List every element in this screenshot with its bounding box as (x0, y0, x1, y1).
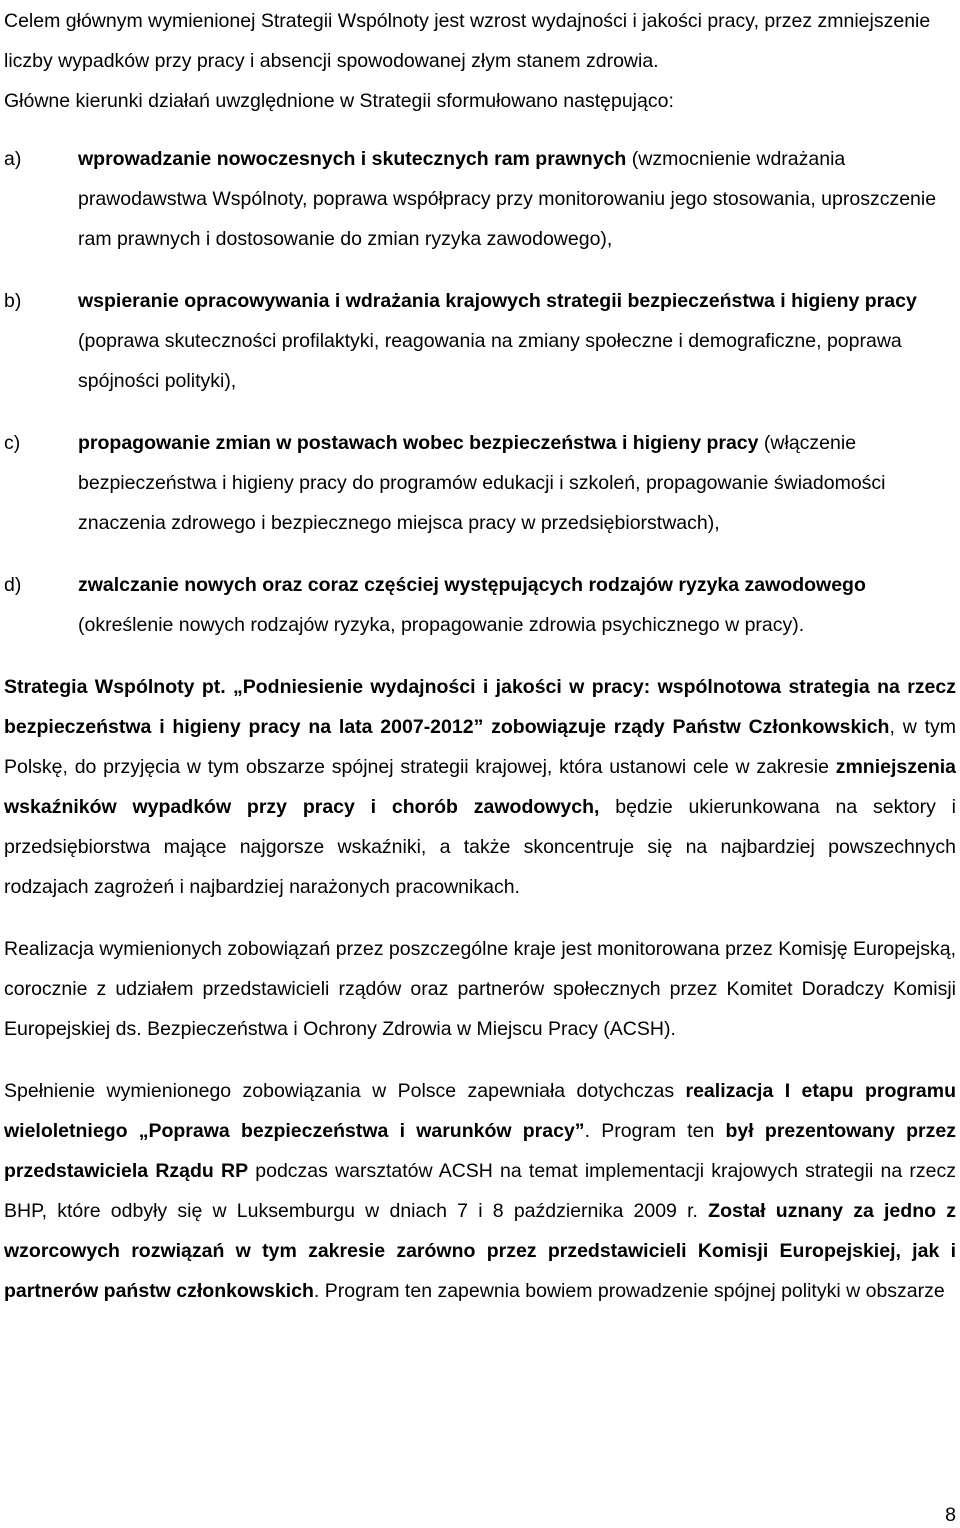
implementation-text-1: Spełnienie wymienionego zobowiązania w Polsce zapewniała dotychczas (4, 1080, 686, 1102)
list-item (4, 423, 956, 543)
list-item-bold: wprowadzanie nowoczesnych i skutecznych ram prawnych (78, 148, 627, 170)
list-item-text (78, 423, 956, 543)
list-marker: b) (4, 290, 22, 312)
list-marker: a) (4, 148, 22, 170)
list-item (4, 139, 956, 259)
list-item (4, 281, 956, 401)
list-item-text (78, 281, 956, 401)
list-item-rest: (wzmocnienie wdrażania prawodawstwa Wspólnoty, poprawa współpracy przy monitorowaniu jego stosowania, uproszczenie ram prawnych i dostosowanie do zmian ryzyka zawodowego), (78, 148, 937, 250)
strategy-directions-list (4, 139, 956, 645)
implementation-text-4: . Program ten zapewnia bowiem prowadzenie spójnej polityki w obszarze (313, 1280, 945, 1302)
strategy-text-1: , w tym Polskę, do przyjęcia w tym obszarze spójnej strategii krajowej, która ustanowi cele w zakresie (4, 716, 956, 778)
monitoring-paragraph: Realizacja wymienionych zobowiązań przez poszczególne kraje jest monitorowana przez Komisję Europejską, corocznie z udziałem przedstawicieli rządów oraz partnerów społecznych przez Komitet Doradczy Komisji Europejskiej ds. Bezpieczeństwa i Ochrony Zdrowia w Miejscu Pracy (ACSH). (4, 938, 956, 1040)
list-marker: d) (4, 574, 22, 596)
list-item-text (78, 565, 956, 645)
list-marker: c) (4, 432, 21, 454)
document-page (4, 0, 956, 1311)
presented-by-bold: był prezentowany przez przedstawiciela Rządu RP (4, 1120, 956, 1182)
list-item-rest: (poprawa skuteczności profilaktyki, reagowania na zmiany społeczne i demograficzne, poprawa spójności polityki), (78, 330, 902, 392)
strategy-paragraph (4, 667, 956, 907)
list-item-bold: wspieranie opracowywania i wdrażania krajowych strategii bezpieczeństwa i higieny pracy (78, 290, 917, 312)
list-item (4, 565, 956, 645)
page-number: 8 (945, 1504, 956, 1526)
implementation-text-2: . Program ten (584, 1120, 726, 1142)
strategy-goals-bold: zmniejszenia wskaźników wypadków przy pracy i chorób zawodowych, (4, 756, 956, 818)
strategy-text-2: będzie ukierunkowana na sektory i przedsiębiorstwa mające najgorsze wskaźniki, a także skoncentruje się na najbardziej powszechnych rodzajach zagrożeń i najbardziej narażonych pracownikach. (4, 796, 957, 898)
strategy-title-bold: Strategia Wspólnoty pt. „Podniesienie wydajności i jakości w pracy: wspólnotowa strategia na rzecz bezpieczeństwa i higieny pracy na lata 2007-2012” zobowiązuje rządy Państw Członkowskich (4, 676, 956, 738)
intro-paragraph (4, 0, 956, 121)
list-item-rest: (określenie nowych rodzajów ryzyka, propagowanie zdrowia psychicznego w pracy). (78, 614, 805, 636)
intro-sentence: Celem głównym wymienionej Strategii Wspólnoty jest wzrost wydajności i jakości pracy, przez zmniejszenie liczby wypadków przy pracy i absencji spowodowanej złym stanem zdrowia. (4, 10, 931, 72)
list-item-rest: (włączenie bezpieczeństwa i higieny pracy do programów edukacji i szkoleń, propagowanie świadomości znaczenia zdrowego i bezpiecznego miejsca pracy w przedsiębiorstwach), (78, 432, 886, 534)
intro-lead: Główne kierunki działań uwzględnione w Strategii sformułowano następująco: (4, 90, 674, 112)
program-name-bold: realizacja I etapu programu wieloletniego „Poprawa bezpieczeństwa i warunków pracy” (4, 1080, 956, 1142)
list-item-bold: propagowanie zmian w postawach wobec bezpieczeństwa i higieny pracy (78, 432, 759, 454)
list-item-text (78, 139, 956, 259)
list-item-bold: zwalczanie nowych oraz coraz częściej występujących rodzajów ryzyka zawodowego (78, 574, 866, 596)
implementation-text-3: podczas warsztatów ACSH na temat implementacji krajowych strategii na rzecz BHP, które odbyły się w Luksemburgu w dniach 7 i 8 października 2009 r. (4, 1160, 957, 1222)
implementation-paragraph (4, 1071, 956, 1311)
recognition-bold: Został uznany za jedno z wzorcowych rozwiązań w tym zakresie zarówno przez przedstawicieli Komisji Europejskiej, jak i partnerów państw członkowskich (4, 1200, 956, 1302)
